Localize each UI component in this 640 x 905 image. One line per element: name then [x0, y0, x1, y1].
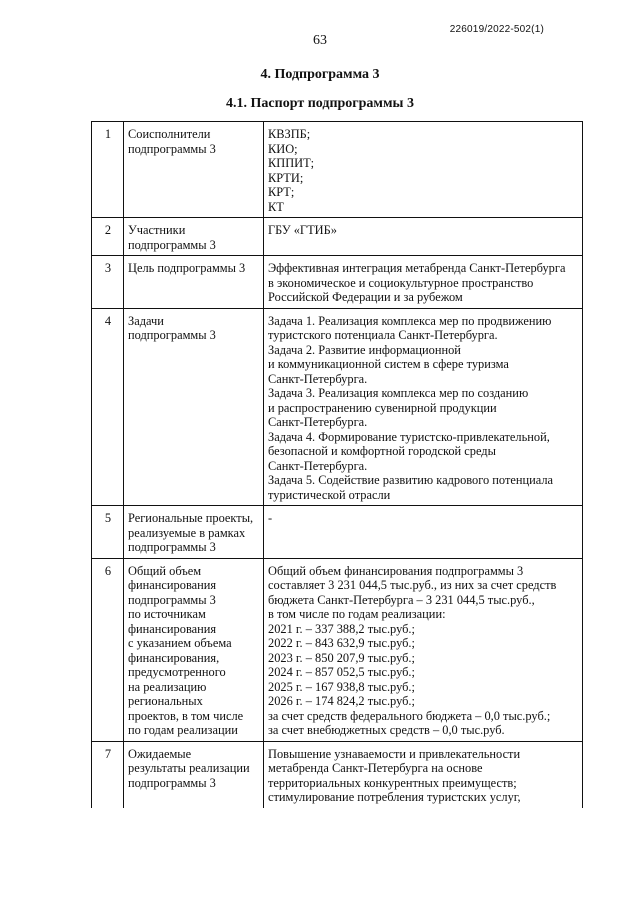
value-line: Санкт-Петербурга.	[268, 458, 368, 473]
value-line: Российской Федерации и за рубежом	[268, 290, 463, 304]
value-line: КВЗПБ;	[268, 127, 311, 141]
label-line: подпрограммы 3	[128, 775, 216, 790]
row-number: 1	[92, 122, 124, 218]
label-line: подпрограммы 3	[128, 592, 216, 607]
value-line: КРТ;	[268, 185, 295, 199]
row-value	[264, 308, 583, 506]
value-line: безопасной и комфортной городской среды	[268, 444, 496, 458]
value-line: КППИТ;	[268, 156, 315, 170]
label-line: финансирования,	[128, 650, 220, 665]
value-line: за счет внебюджетных средств – 0,0 тыс.руб.	[268, 723, 505, 737]
label-line: финансирования	[128, 578, 217, 592]
value-line: в том числе по годам реализации:	[268, 607, 446, 621]
label-line: Региональные проекты,	[128, 511, 254, 525]
value-line: 2026 г. – 174 824,2 тыс.руб.;	[268, 694, 415, 708]
row-number: 6	[92, 558, 124, 741]
label-line: Задачи	[128, 313, 164, 328]
value-line: 2024 г. – 857 052,5 тыс.руб.;	[268, 665, 415, 679]
label-line: по годам реализации	[128, 723, 238, 737]
row-number: 3	[92, 256, 124, 309]
value-line: туристского потенциала Санкт-Петербурга.	[268, 328, 498, 342]
label-line: региональных	[128, 694, 203, 708]
row-number: 7	[92, 741, 124, 808]
label-line: подпрограммы 3	[128, 540, 216, 554]
row-label	[124, 741, 264, 808]
passport-table	[91, 121, 583, 808]
label-line: результаты реализации	[128, 761, 250, 775]
label-line: Цель подпрограммы 3	[128, 261, 246, 275]
row-label	[124, 308, 264, 506]
value-line: территориальных конкурентных преимуществ;	[268, 775, 517, 790]
section-subtitle: 4.1. Паспорт подпрограммы 3	[226, 96, 414, 111]
row-number: 2	[92, 218, 124, 256]
value-line: Санкт-Петербурга.	[268, 371, 368, 386]
value-line: туристической отрасли	[268, 487, 391, 502]
value-line: Общий объем финансирования подпрограммы 3	[268, 563, 524, 578]
page-number: 63	[313, 33, 327, 48]
table-row	[92, 308, 583, 506]
row-label	[124, 506, 264, 559]
value-line: Санкт-Петербурга.	[268, 415, 368, 429]
label-line: Ожидаемые	[128, 746, 192, 761]
passport-table-body	[92, 122, 583, 808]
label-line: на реализацию	[128, 679, 207, 694]
table-row	[92, 218, 583, 256]
value-line: Задача 2. Развитие информационной	[268, 342, 461, 357]
row-value	[264, 741, 583, 808]
value-line: Задача 3. Реализация комплекса мер по созданию	[268, 386, 529, 400]
value-line: КРТИ;	[268, 170, 304, 185]
table-row	[92, 558, 583, 741]
row-value	[264, 122, 583, 218]
value-line: и распространению сувенирной продукции	[268, 400, 497, 415]
label-line: Общий объем	[128, 563, 202, 578]
label-line: финансирования	[128, 621, 217, 636]
label-line: предусмотренного	[128, 665, 226, 679]
value-line: КТ	[268, 199, 284, 214]
label-line: реализуемые в рамках	[128, 525, 246, 540]
value-line: Повышение узнаваемости и привлекательности	[268, 746, 521, 761]
value-line: в экономическое и социокультурное пространство	[268, 275, 534, 290]
label-line: проектов, в том числе	[128, 708, 244, 723]
value-line: 2023 г. – 850 207,9 тыс.руб.;	[268, 650, 415, 665]
row-label	[124, 256, 264, 309]
value-line: метабренда Санкт-Петербурга на основе	[268, 761, 483, 775]
value-line: 2022 г. – 843 632,9 тыс.руб.;	[268, 636, 415, 650]
row-number: 4	[92, 308, 124, 506]
row-value	[264, 256, 583, 309]
value-line: и коммуникационной систем в сфере туризма	[268, 357, 509, 371]
label-line: Соисполнители	[128, 127, 211, 141]
value-line: 2025 г. – 167 938,8 тыс.руб.;	[268, 679, 415, 694]
table-row	[92, 122, 583, 218]
label-line: с указанием объема	[128, 636, 232, 650]
row-number: 5	[92, 506, 124, 559]
value-line: Задача 5. Содействие развитию кадрового потенциала	[268, 473, 554, 487]
row-label	[124, 122, 264, 218]
label-line: подпрограммы 3	[128, 237, 216, 252]
row-label	[124, 558, 264, 741]
value-line: Задача 4. Формирование туристско-привлекательной,	[268, 429, 550, 444]
label-line: по источникам	[128, 607, 206, 621]
value-line: бюджета Санкт-Петербурга – 3 231 044,5 тыс.руб.,	[268, 592, 535, 607]
value-line: Эффективная интеграция метабренда Санкт-Петербурга	[268, 261, 566, 275]
value-line: -	[268, 511, 273, 525]
value-line: КИО;	[268, 141, 298, 156]
row-label	[124, 218, 264, 256]
table-row	[92, 741, 583, 808]
value-line: за счет средств федерального бюджета – 0,0 тыс.руб.;	[268, 708, 551, 723]
value-line: составляет 3 231 044,5 тыс.руб., из них за счет средств	[268, 578, 557, 592]
row-value	[264, 558, 583, 741]
label-line: подпрограммы 3	[128, 141, 216, 156]
value-line: Задача 1. Реализация комплекса мер по продвижению	[268, 313, 552, 328]
label-line: Участники	[128, 223, 186, 237]
row-value	[264, 218, 583, 256]
row-value	[264, 506, 583, 559]
value-line: стимулирование потребления туристских услуг,	[268, 790, 521, 804]
value-line: ГБУ «ГТИБ»	[268, 223, 337, 237]
document-id: 226019/2022-502(1)	[449, 24, 544, 35]
table-row	[92, 506, 583, 559]
label-line: подпрограммы 3	[128, 328, 216, 342]
table-row	[92, 256, 583, 309]
value-line: 2021 г. – 337 388,2 тыс.руб.;	[268, 621, 415, 636]
section-title: 4. Подпрограмма 3	[260, 67, 380, 82]
